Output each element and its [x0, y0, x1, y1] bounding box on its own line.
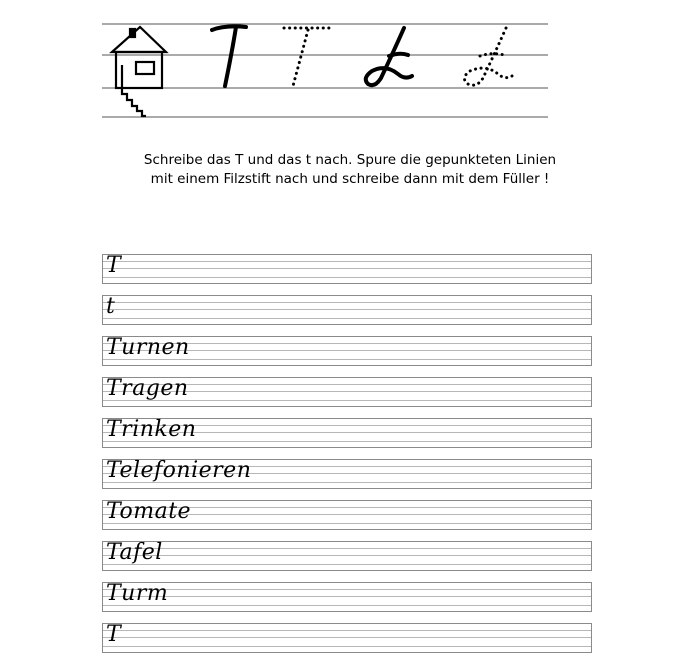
- practice-word: Tafel: [106, 540, 163, 565]
- practice-word: Tomate: [106, 499, 192, 524]
- practice-word: T: [106, 253, 122, 278]
- lowercase-t-solid-glyph: [366, 28, 412, 85]
- practice-word: Trinken: [106, 417, 197, 442]
- uppercase-t-dotted-glyph: [284, 28, 332, 86]
- uppercase-t-solid-glyph: [212, 26, 246, 86]
- header-guide: [0, 0, 695, 125]
- house-icon: [112, 27, 166, 116]
- practice-word: Turnen: [106, 335, 190, 360]
- lowercase-t-dotted-glyph: [464, 28, 512, 85]
- practice-row[interactable]: [102, 336, 592, 366]
- practice-row[interactable]: [102, 295, 592, 325]
- practice-word: Tragen: [106, 376, 189, 401]
- practice-row[interactable]: [102, 459, 592, 489]
- practice-word: Telefonieren: [106, 458, 252, 483]
- practice-row[interactable]: [102, 623, 592, 653]
- practice-row[interactable]: [102, 500, 592, 530]
- instructions-line-2: mit einem Filzstift nach und schreibe dann mit dem Füller !: [150, 171, 550, 187]
- practice-word: Turm: [106, 581, 169, 606]
- practice-row[interactable]: [102, 582, 592, 612]
- practice-row[interactable]: [102, 541, 592, 571]
- practice-row[interactable]: [102, 377, 592, 407]
- instructions-text: [60, 151, 640, 189]
- practice-word: T: [106, 622, 122, 647]
- practice-row[interactable]: [102, 418, 592, 448]
- instructions-line-1: Schreibe das T und das t nach. Spure die gepunkteten Linien: [143, 152, 557, 168]
- practice-row[interactable]: [102, 254, 592, 284]
- practice-word: t: [106, 294, 116, 319]
- writing-guide-lines: [0, 0, 695, 125]
